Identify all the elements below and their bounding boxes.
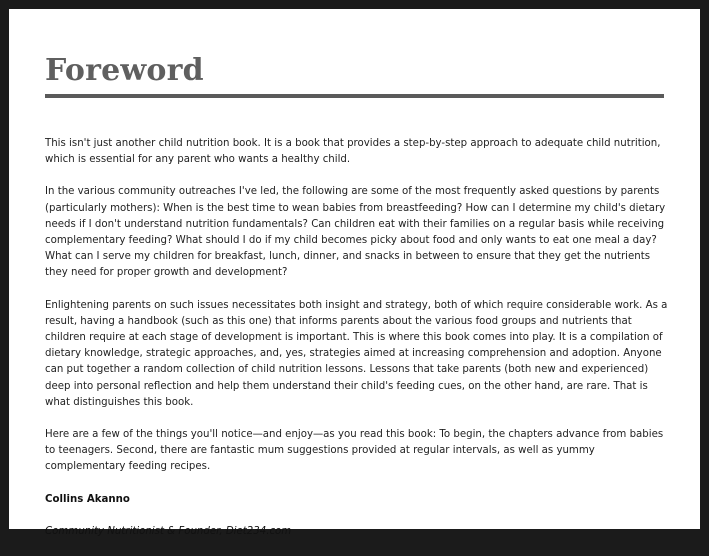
signature-name: Collins Akanno [45, 493, 130, 505]
signature-role: Community Nutritionist & Founder, Diet234.com [45, 525, 292, 537]
paragraph-intro: This isn't just another child nutrition book. It is a book that provides a step-by-step approach to adequate child nutrition, which is essential for any parent who wants a healthy child. [45, 138, 661, 166]
foreword-body [45, 136, 670, 556]
signature-block [45, 492, 670, 540]
title-divider [45, 94, 664, 98]
paragraph-enlightening: Enlightening parents on such issues necessitates both insight and strategy, both of which require considerable work. As a result, having a handbook (such as this one) that informs parents about the various food groups and nutrients that children require at each stage of development is important. This is where this book comes into play. It is a compilation of dietary knowledge, strategic approaches, and, yes, strategies aimed at increasing comprehension and adoption. Anyone can put together a random collection of child nutrition lessons. Lessons that take parents (both new and experienced) deep into personal reflection and help them understand their child's feeding cues, on the other hand, are rare. That is what distinguishes this book. [45, 299, 668, 408]
document-page [9, 9, 700, 537]
paragraph-highlights: Here are a few of the things you'll notice—and enjoy—as you read this book: To begin, the chapters advance from babies to teenagers. Second, there are fantastic mum suggestions provided at regular intervals, as well as yummy complementary feeding recipes. [45, 429, 664, 473]
page-title: Foreword [45, 53, 204, 88]
paragraph-questions: In the various community outreaches I've led, the following are some of the most frequently asked questions by parents (particularly mothers): When is the best time to wean babies from breastfeeding? How can I determine my child's dietary needs if I don't understand nutrition fundamentals? Can children eat with their families on a regular basis while receiving complementary feeding? What should I do if my child becomes picky about food and only wants to eat one meal a day? What can I serve my children for breakfast, lunch, dinner, and snacks in between to ensure that they get the nutrients they need for proper growth and development? [45, 186, 666, 279]
